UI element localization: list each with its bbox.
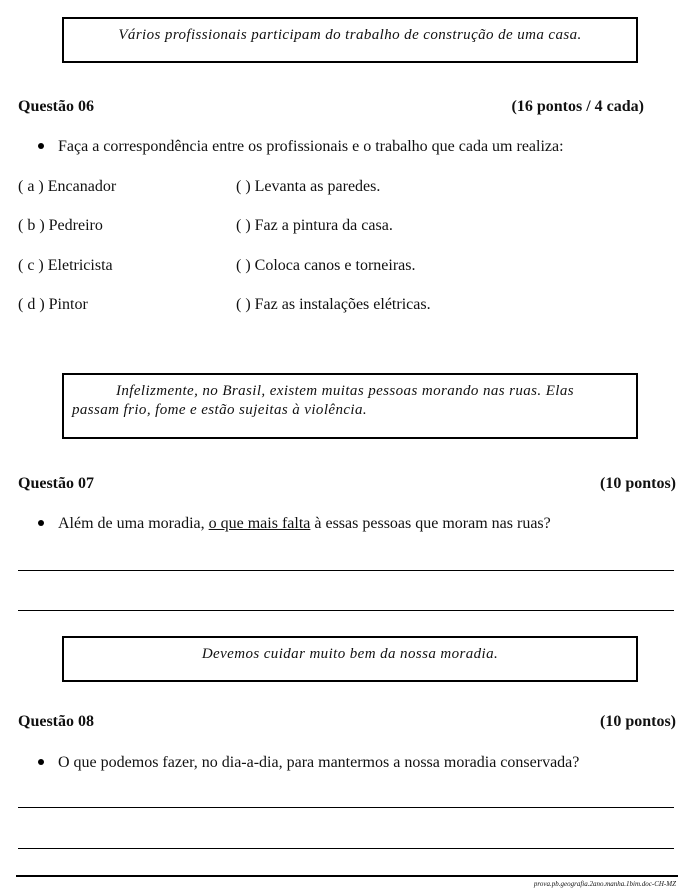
match-right-2[interactable]: ( ) Faz a pintura da casa. <box>236 217 393 234</box>
context-text-2b: passam frio, fome e estão sujeitas à violência. <box>72 402 368 418</box>
question-08-title: Questão 08 <box>18 713 94 730</box>
underlined-phrase: o que mais falta <box>208 515 311 532</box>
match-left-c: ( c ) Eletricista <box>18 257 113 274</box>
question-08-text: O que podemos fazer, no dia-a-dia, para mantermos a nossa moradia conservada? <box>38 754 579 772</box>
match-right-3[interactable]: ( ) Coloca canos e torneiras. <box>236 257 416 274</box>
bullet-icon <box>38 759 44 765</box>
match-left-d: ( d ) Pintor <box>18 296 88 313</box>
answer-line[interactable] <box>18 848 674 849</box>
question-07-text: Além de uma moradia, o que mais falta à essas pessoas que moram nas ruas? <box>38 515 551 533</box>
context-box-1 <box>62 17 638 63</box>
answer-line[interactable] <box>18 570 674 571</box>
context-text-3: Devemos cuidar muito bem da nossa moradia. <box>201 646 499 662</box>
bullet-icon <box>38 520 44 526</box>
footer-rule <box>16 875 678 877</box>
answer-line[interactable] <box>18 807 674 808</box>
footer-filename: prova.pb.geografia.2ano.manha.1bim.doc-CH-MZ <box>533 880 676 888</box>
context-box-2 <box>62 373 638 439</box>
question-06-title: Questão 06 <box>18 98 94 115</box>
match-left-a: ( a ) Encanador <box>18 178 117 195</box>
match-right-1[interactable]: ( ) Levanta as paredes. <box>236 178 381 195</box>
question-07-title: Questão 07 <box>18 475 94 492</box>
context-text-2a: Infelizmente, no Brasil, existem muitas pessoas morando nas ruas. Elas <box>116 383 574 399</box>
bullet-icon <box>38 143 44 149</box>
match-left-b: ( b ) Pedreiro <box>18 217 103 234</box>
question-06-points: (16 pontos / 4 cada) <box>511 98 644 115</box>
context-text-1: Vários profissionais participam do trabalho de construção de uma casa. <box>118 27 582 43</box>
context-box-3 <box>62 636 638 682</box>
question-07-points: (10 pontos) <box>599 475 676 492</box>
match-right-4[interactable]: ( ) Faz as instalações elétricas. <box>236 296 431 313</box>
answer-line[interactable] <box>18 610 674 611</box>
question-06-instruction: Faça a correspondência entre os profissionais e o trabalho que cada um realiza: <box>38 138 564 156</box>
question-08-points: (10 pontos) <box>599 713 676 730</box>
